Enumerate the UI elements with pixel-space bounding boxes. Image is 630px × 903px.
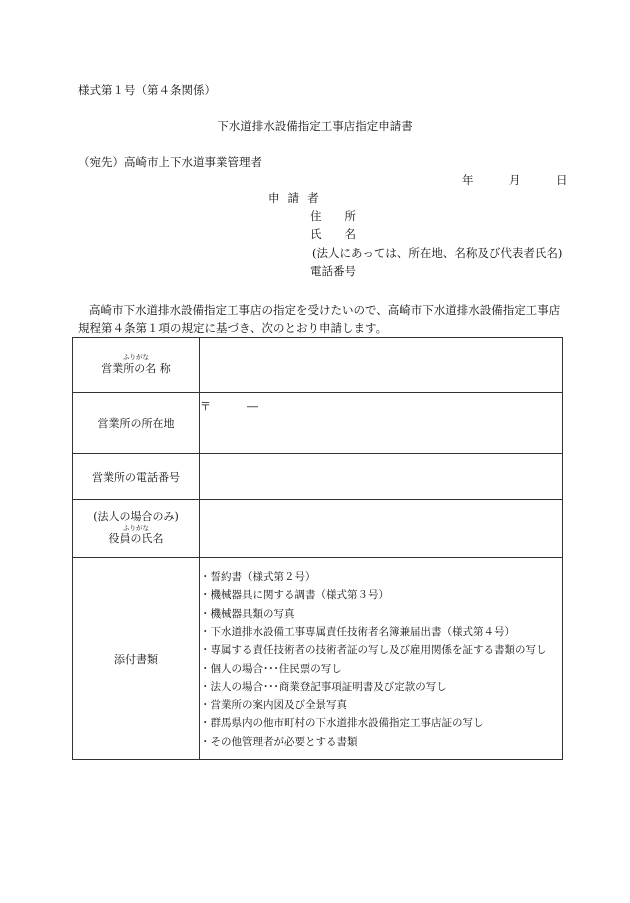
office-phone-field[interactable] — [200, 454, 563, 500]
officers-ruby: ふりがな — [123, 523, 149, 532]
officers-field[interactable] — [200, 500, 563, 558]
application-table — [72, 337, 563, 760]
office-name-field[interactable] — [200, 338, 563, 393]
applicant-heading: 申請者 — [268, 191, 327, 205]
addressee: （宛先）高崎市上下水道事業管理者 — [78, 155, 262, 169]
phone-label: 電話番号 — [310, 264, 356, 278]
row-officers — [73, 500, 563, 558]
row-office-phone — [73, 454, 563, 500]
officers-label-cell — [73, 500, 200, 558]
address-label: 住 所 — [310, 209, 356, 223]
postal-code — [200, 400, 258, 413]
row-office-name — [73, 338, 563, 393]
office-address-field[interactable] — [200, 393, 563, 454]
date-month: 月 — [509, 173, 521, 187]
attachments-cell — [200, 558, 563, 760]
attachment-item: ・ 専属する責任技術者の技術者証の写し及び雇用関係を証する書類の写し — [200, 641, 562, 659]
attachments-label: 添付書類 — [73, 558, 200, 760]
intro-line-1: 高崎市下水道排水設備指定工事店の指定を受けたいので、高崎市下水道排水設備指定工事店 — [89, 303, 561, 317]
officers-note: (法人の場合のみ) — [93, 510, 179, 524]
corporation-note: (法人にあっては、所在地、名称及び代表者氏名) — [312, 246, 563, 260]
office-name-ruby: ふりがな — [123, 352, 149, 361]
row-attachments — [73, 558, 563, 760]
attachment-list — [200, 566, 562, 751]
postal-mark: 〒 — [200, 400, 211, 413]
attachment-item: ・ 営業所の案内図及び全景写真 — [200, 696, 562, 714]
document-title: 下水道排水設備指定工事店指定申請書 — [217, 119, 413, 133]
attachment-item: ・ 機械器具に関する調書（様式第３号） — [200, 586, 562, 604]
office-phone-label: 営業所の電話番号 — [73, 454, 200, 500]
date-year: 年 — [462, 173, 474, 187]
attachment-item: ・ 下水道排水設備工事専属責任技術者名簿兼届出書（様式第４号） — [200, 623, 562, 641]
office-name-label-cell — [73, 338, 200, 393]
form-number: 様式第１号（第４条関係） — [78, 83, 216, 97]
name-label: 氏 名 — [310, 227, 356, 241]
office-name-label: 営業所の名 称 — [101, 362, 171, 376]
officers-label: 役員の氏名 — [108, 532, 164, 546]
row-office-address — [73, 393, 563, 454]
attachment-item: ・ 機械器具類の写真 — [200, 605, 562, 623]
attachment-item: ・ その他管理者が必要とする書類 — [200, 733, 562, 751]
attachment-item: ・ 誓約書（様式第２号） — [200, 568, 562, 586]
office-address-label: 営業所の所在地 — [73, 393, 200, 454]
date-day: 日 — [556, 173, 568, 187]
postal-dash: ― — [247, 400, 258, 413]
attachment-item: ・ 群馬県内の他市町村の下水道排水設備指定工事店証の写し — [200, 714, 562, 732]
intro-line-2: 規程第４条第１項の規定に基づき、次のとおり申請します。 — [78, 321, 388, 335]
attachment-item: ・ 法人の場合･･･商業登記事項証明書及び定款の写し — [200, 678, 562, 696]
intro-paragraph — [78, 301, 572, 337]
attachment-item: ・ 個人の場合･･･住民票の写し — [200, 660, 562, 678]
